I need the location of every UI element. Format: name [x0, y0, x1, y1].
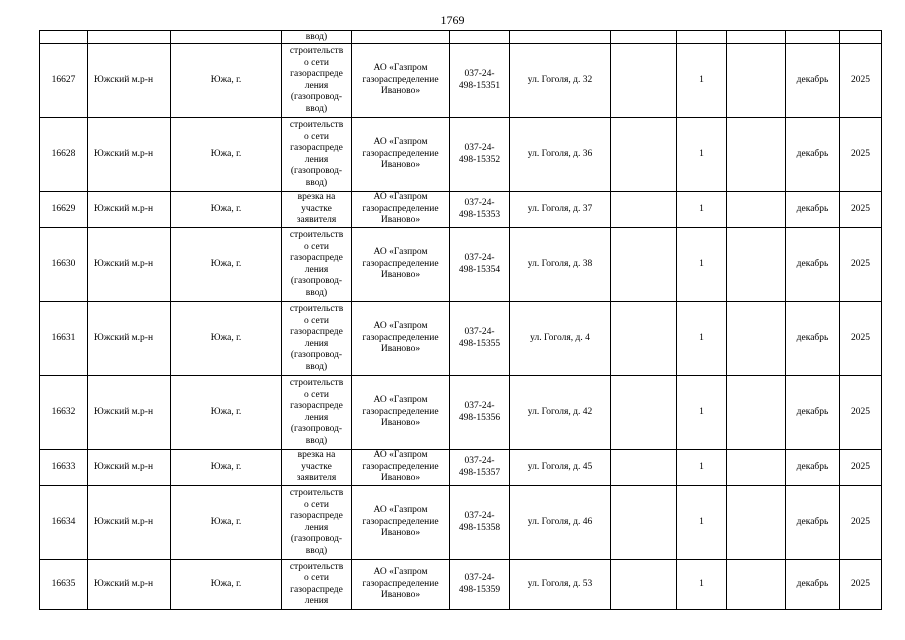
code-line: 498-15353 [458, 209, 501, 220]
purpose-line: строительств [289, 304, 344, 314]
code-line: 037-24- [464, 253, 495, 263]
month-cell: декабрь [786, 302, 840, 376]
quantity-cell: 1 [677, 450, 727, 486]
year-cell: 2025 [840, 560, 882, 610]
purpose-line: газораспреде [290, 143, 343, 153]
address-cell: ул. Гоголя, д. 38 [510, 228, 611, 302]
table-cell-partial [282, 31, 352, 44]
row-number-cell: 16635 [40, 560, 88, 610]
purpose-line: ления [304, 596, 329, 606]
empty-cell [727, 560, 786, 610]
purpose-line: о сети [304, 315, 329, 326]
year-cell: 2025 [840, 192, 882, 228]
code-cell [450, 302, 510, 376]
purpose-line: ввод) [305, 545, 328, 556]
empty-cell [727, 302, 786, 376]
organization-cell [352, 192, 450, 228]
organization-line: газораспределение [362, 406, 439, 417]
purpose-line: (газопровод- [290, 92, 343, 102]
empty-cell [727, 228, 786, 302]
purpose-line: газораспреде [290, 584, 343, 595]
purpose-line: (газопровод- [290, 276, 343, 286]
purpose-cell [282, 44, 352, 118]
month-cell: декабрь [786, 560, 840, 610]
organization-line: Иваново» [380, 86, 421, 97]
purpose-line: газораспреде [290, 401, 343, 411]
purpose-line: газораспреде [290, 69, 343, 79]
code-line: 498-15355 [458, 338, 501, 349]
empty-cell [611, 118, 677, 192]
month-cell: декабрь [786, 44, 840, 118]
organization-line: АО «Газпром [373, 321, 428, 332]
empty-cell [727, 44, 786, 118]
purpose-line: врезка на [297, 450, 336, 461]
organization-line: АО «Газпром [373, 63, 428, 74]
quantity-cell: 1 [677, 486, 727, 560]
table-row [40, 450, 882, 486]
district-cell: Южский м.р-н [88, 486, 171, 560]
district-cell: Южский м.р-н [88, 450, 171, 486]
code-line: 037-24- [464, 573, 495, 583]
month-cell: декабрь [786, 192, 840, 228]
purpose-line: ввод) [305, 31, 328, 42]
organization-cell [352, 376, 450, 450]
organization-line: газораспределение [362, 332, 439, 343]
purpose-line: ввод) [305, 177, 328, 188]
organization-line: газораспределение [362, 203, 439, 214]
row-number-cell: 16629 [40, 192, 88, 228]
table-cell-partial [840, 31, 882, 44]
table-cell-partial [450, 31, 510, 44]
table-cell-partial [352, 31, 450, 44]
purpose-line: ления [304, 80, 329, 91]
table-cell-partial [510, 31, 611, 44]
organization-line: АО «Газпром [373, 247, 428, 258]
organization-line: Иваново» [380, 473, 421, 484]
district-cell: Южский м.р-н [88, 118, 171, 192]
row-number-cell: 16634 [40, 486, 88, 560]
month-cell: декабрь [786, 486, 840, 560]
address-cell: ул. Гоголя, д. 45 [510, 450, 611, 486]
row-number-cell: 16628 [40, 118, 88, 192]
code-line: 498-15356 [458, 412, 501, 423]
purpose-line: о сети [304, 241, 329, 252]
district-cell: Южский м.р-н [88, 228, 171, 302]
table-cell-partial [677, 31, 727, 44]
empty-cell [611, 302, 677, 376]
purpose-line: заявителя [296, 215, 337, 226]
city-cell: Южа, г. [171, 192, 282, 228]
code-cell [450, 450, 510, 486]
code-cell [450, 486, 510, 560]
purpose-cell [282, 450, 352, 486]
address-cell: ул. Гоголя, д. 4 [510, 302, 611, 376]
city-cell: Южа, г. [171, 228, 282, 302]
organization-line: АО «Газпром [373, 567, 428, 578]
empty-cell [611, 450, 677, 486]
purpose-line: о сети [304, 389, 329, 400]
purpose-cell [282, 486, 352, 560]
empty-cell [611, 486, 677, 560]
district-cell: Южский м.р-н [88, 560, 171, 610]
purpose-line: участке [301, 203, 332, 214]
district-cell: Южский м.р-н [88, 302, 171, 376]
row-number-cell: 16632 [40, 376, 88, 450]
year-cell: 2025 [840, 228, 882, 302]
purpose-cell [282, 560, 352, 610]
purpose-cell [282, 192, 352, 228]
empty-cell [727, 450, 786, 486]
empty-cell [727, 118, 786, 192]
purpose-line: о сети [304, 573, 329, 583]
organization-line: Иваново» [380, 418, 421, 429]
purpose-line: (газопровод- [290, 166, 343, 176]
purpose-line: (газопровод- [290, 350, 343, 360]
city-cell: Южа, г. [171, 376, 282, 450]
purpose-line: ления [304, 522, 329, 533]
row-number-cell: 16631 [40, 302, 88, 376]
table-row [40, 118, 882, 192]
quantity-cell: 1 [677, 228, 727, 302]
purpose-line: строительств [289, 378, 344, 388]
address-cell: ул. Гоголя, д. 42 [510, 376, 611, 450]
year-cell: 2025 [840, 302, 882, 376]
purpose-line: ления [304, 338, 329, 349]
table-row [40, 302, 882, 376]
organization-line: Иваново» [380, 270, 421, 281]
document-sheet [39, 30, 882, 610]
purpose-line: строительств [289, 46, 344, 56]
organization-line: АО «Газпром [373, 505, 428, 516]
purpose-line: газораспреде [290, 511, 343, 521]
code-line: 037-24- [464, 69, 495, 79]
purpose-line: (газопровод- [290, 534, 343, 544]
code-line: 498-15358 [458, 522, 501, 533]
purpose-cell [282, 228, 352, 302]
organization-cell [352, 44, 450, 118]
row-number-cell: 16633 [40, 450, 88, 486]
page-number: 1769 [440, 13, 465, 27]
organization-cell [352, 560, 450, 610]
address-cell: ул. Гоголя, д. 32 [510, 44, 611, 118]
purpose-cell [282, 118, 352, 192]
empty-cell [727, 486, 786, 560]
organization-line: газораспределение [362, 148, 439, 159]
organization-line: АО «Газпром [373, 395, 428, 406]
empty-cell [611, 376, 677, 450]
purpose-line: ления [304, 154, 329, 165]
address-cell: ул. Гоголя, д. 46 [510, 486, 611, 560]
year-cell: 2025 [840, 376, 882, 450]
purpose-cell [282, 302, 352, 376]
quantity-cell: 1 [677, 376, 727, 450]
year-cell: 2025 [840, 44, 882, 118]
empty-cell [727, 192, 786, 228]
code-line: 037-24- [464, 327, 495, 337]
table-cell-partial [40, 31, 88, 44]
row-number-cell: 16627 [40, 44, 88, 118]
purpose-line: участке [301, 461, 332, 472]
table-cell-partial [611, 31, 677, 44]
organization-line: Иваново» [380, 160, 421, 171]
district-cell: Южский м.р-н [88, 44, 171, 118]
organization-line: газораспределение [362, 516, 439, 527]
purpose-line: заявителя [296, 473, 337, 484]
city-cell: Южа, г. [171, 560, 282, 610]
organization-cell [352, 118, 450, 192]
code-line: 037-24- [464, 198, 495, 208]
table-cell-partial [727, 31, 786, 44]
purpose-line: строительств [289, 120, 344, 130]
code-line: 037-24- [464, 511, 495, 521]
city-cell: Южа, г. [171, 486, 282, 560]
table-row [40, 376, 882, 450]
organization-line: газораспределение [362, 461, 439, 472]
empty-cell [727, 376, 786, 450]
organization-line: АО «Газпром [373, 450, 428, 461]
table-row [40, 560, 882, 610]
purpose-line: врезка на [297, 192, 336, 203]
month-cell: декабрь [786, 450, 840, 486]
purpose-line: (газопровод- [290, 424, 343, 434]
code-cell [450, 192, 510, 228]
code-line: 498-15359 [458, 584, 501, 595]
code-line: 037-24- [464, 456, 495, 466]
row-number-cell: 16630 [40, 228, 88, 302]
year-cell: 2025 [840, 486, 882, 560]
purpose-line: ления [304, 264, 329, 275]
quantity-cell: 1 [677, 44, 727, 118]
address-cell: ул. Гоголя, д. 53 [510, 560, 611, 610]
purpose-line: ления [304, 412, 329, 423]
table-row [40, 44, 882, 118]
code-cell [450, 560, 510, 610]
organization-line: Иваново» [380, 528, 421, 539]
year-cell: 2025 [840, 118, 882, 192]
organization-line: Иваново» [380, 215, 421, 226]
district-cell: Южский м.р-н [88, 192, 171, 228]
empty-cell [611, 192, 677, 228]
quantity-cell: 1 [677, 118, 727, 192]
purpose-line: ввод) [305, 103, 328, 114]
empty-cell [611, 44, 677, 118]
table-row [40, 192, 882, 228]
table-row [40, 486, 882, 560]
code-line: 498-15352 [458, 154, 501, 165]
purpose-line: строительств [289, 561, 344, 572]
table-cell-partial [88, 31, 171, 44]
code-line: 498-15357 [458, 467, 501, 478]
purpose-line: о сети [304, 57, 329, 68]
purpose-line: ввод) [305, 435, 328, 446]
address-cell: ул. Гоголя, д. 36 [510, 118, 611, 192]
organization-line: Иваново» [380, 344, 421, 355]
district-cell: Южский м.р-н [88, 376, 171, 450]
organization-line: газораспределение [362, 74, 439, 85]
purpose-line: строительств [289, 230, 344, 240]
table-cell-partial [786, 31, 840, 44]
code-cell [450, 376, 510, 450]
organization-line: Иваново» [380, 590, 421, 601]
organization-line: АО «Газпром [373, 192, 428, 203]
organization-cell [352, 486, 450, 560]
month-cell: декабрь [786, 228, 840, 302]
empty-cell [611, 560, 677, 610]
purpose-line: газораспреде [290, 327, 343, 337]
city-cell: Южа, г. [171, 302, 282, 376]
quantity-cell: 1 [677, 560, 727, 610]
code-line: 037-24- [464, 401, 495, 411]
quantity-cell: 1 [677, 192, 727, 228]
city-cell: Южа, г. [171, 118, 282, 192]
code-line: 498-15351 [458, 80, 501, 91]
year-cell: 2025 [840, 450, 882, 486]
city-cell: Южа, г. [171, 44, 282, 118]
purpose-line: ввод) [305, 287, 328, 298]
purpose-line: о сети [304, 131, 329, 142]
code-cell [450, 228, 510, 302]
organization-line: газораспределение [362, 578, 439, 589]
purpose-line: о сети [304, 499, 329, 510]
gasification-table [39, 30, 882, 610]
month-cell: декабрь [786, 118, 840, 192]
address-cell: ул. Гоголя, д. 37 [510, 192, 611, 228]
purpose-cell [282, 376, 352, 450]
empty-cell [611, 228, 677, 302]
organization-line: АО «Газпром [373, 137, 428, 148]
quantity-cell: 1 [677, 302, 727, 376]
code-cell [450, 118, 510, 192]
code-line: 498-15354 [458, 264, 501, 275]
table-cell-partial [171, 31, 282, 44]
organization-cell [352, 302, 450, 376]
purpose-line: ввод) [305, 361, 328, 372]
code-line: 037-24- [464, 143, 495, 153]
city-cell: Южа, г. [171, 450, 282, 486]
table-row [40, 228, 882, 302]
organization-cell [352, 228, 450, 302]
code-cell [450, 44, 510, 118]
purpose-line: газораспреде [290, 253, 343, 263]
organization-line: газораспределение [362, 258, 439, 269]
organization-cell [352, 450, 450, 486]
table-row-partial [40, 31, 882, 44]
month-cell: декабрь [786, 376, 840, 450]
purpose-line: строительств [289, 488, 344, 498]
